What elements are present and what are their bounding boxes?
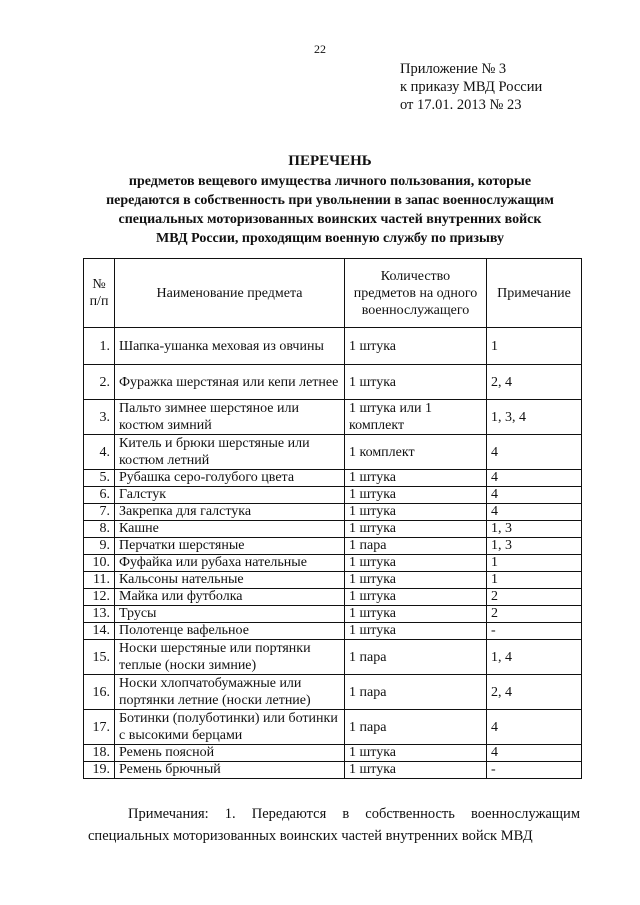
table-row	[84, 623, 582, 640]
row-num: 6.	[84, 487, 115, 504]
table-row	[84, 762, 582, 779]
row-note: -	[487, 762, 582, 779]
row-num: 11.	[84, 572, 115, 589]
row-note: 1, 3, 4	[487, 400, 582, 435]
row-name: Ремень брючный	[115, 762, 345, 779]
row-note: 4	[487, 487, 582, 504]
page-number: 22	[314, 42, 326, 56]
row-qty: 1 комплект	[345, 435, 487, 470]
table-row	[84, 487, 582, 504]
row-num: 19.	[84, 762, 115, 779]
row-num: 9.	[84, 538, 115, 555]
title-line-2: передаются в собственность при увольнении в запас военнослужащим	[106, 193, 554, 208]
row-note: 4	[487, 470, 582, 487]
row-num: 18.	[84, 745, 115, 762]
table-row	[84, 572, 582, 589]
table-row	[84, 538, 582, 555]
row-name: Ботинки (полуботинки) или ботинки с высокими берцами	[115, 710, 345, 745]
row-note: 2	[487, 606, 582, 623]
row-name: Шапка-ушанка меховая из овчины	[115, 328, 345, 365]
notes-paragraph	[88, 803, 580, 847]
row-num: 12.	[84, 589, 115, 606]
row-name: Китель и брюки шерстяные или костюм летний	[115, 435, 345, 470]
table-row	[84, 504, 582, 521]
table-row	[84, 675, 582, 710]
row-num: 13.	[84, 606, 115, 623]
appendix-line-2: к приказу МВД России	[400, 79, 543, 95]
row-num: 4.	[84, 435, 115, 470]
row-name: Ремень поясной	[115, 745, 345, 762]
row-num: 10.	[84, 555, 115, 572]
row-note: 1, 4	[487, 640, 582, 675]
row-name: Пальто зимнее шерстяное или костюм зимний	[115, 400, 345, 435]
table-row	[84, 400, 582, 435]
row-qty: 1 штука	[345, 328, 487, 365]
header-num: № п/п	[84, 259, 115, 328]
row-note: 1	[487, 572, 582, 589]
row-name: Перчатки шерстяные	[115, 538, 345, 555]
table-row	[84, 555, 582, 572]
row-note: 1, 3	[487, 521, 582, 538]
row-qty: 1 штука	[345, 487, 487, 504]
row-note: 1	[487, 328, 582, 365]
row-num: 8.	[84, 521, 115, 538]
appendix-block	[400, 60, 542, 114]
appendix-line-1: Приложение № 3	[400, 61, 507, 77]
row-qty: 1 штука	[345, 589, 487, 606]
row-num: 15.	[84, 640, 115, 675]
title-line-3: специальных моторизованных воинских частей внутренних войск	[118, 212, 542, 227]
row-qty: 1 пара	[345, 675, 487, 710]
row-name: Трусы	[115, 606, 345, 623]
table-row	[84, 435, 582, 470]
table-row	[84, 589, 582, 606]
row-qty: 1 штука	[345, 762, 487, 779]
row-qty: 1 пара	[345, 710, 487, 745]
row-qty: 1 штука или 1 комплект	[345, 400, 487, 435]
row-qty: 1 пара	[345, 640, 487, 675]
row-name: Рубашка серо-голубого цвета	[115, 470, 345, 487]
row-qty: 1 штука	[345, 623, 487, 640]
row-note: 2, 4	[487, 365, 582, 400]
header-name: Наименование предмета	[115, 259, 345, 328]
notes-line-1: Примечания: 1. Передаются в собственность военнослужащим	[128, 806, 580, 822]
row-note: 2, 4	[487, 675, 582, 710]
row-note: 2	[487, 589, 582, 606]
row-num: 14.	[84, 623, 115, 640]
row-name: Закрепка для галстука	[115, 504, 345, 521]
row-note: 4	[487, 745, 582, 762]
table-row	[84, 606, 582, 623]
row-name: Носки шерстяные или портянки теплые (носки зимние)	[115, 640, 345, 675]
appendix-line-3: от 17.01. 2013 № 23	[400, 97, 522, 113]
table-header-row	[84, 259, 582, 328]
row-note: 1, 3	[487, 538, 582, 555]
row-qty: 1 штука	[345, 521, 487, 538]
row-note: 4	[487, 435, 582, 470]
title-line-4: МВД России, проходящим военную службу по призыву	[155, 231, 504, 246]
row-note: 4	[487, 504, 582, 521]
row-name: Фуфайка или рубаха нательные	[115, 555, 345, 572]
header-qty: Количество предметов на одного военнослужащего	[345, 259, 487, 328]
row-num: 3.	[84, 400, 115, 435]
table-row	[84, 710, 582, 745]
items-table	[83, 258, 582, 779]
row-qty: 1 штука	[345, 572, 487, 589]
row-note: 4	[487, 710, 582, 745]
header-note: Примечание	[487, 259, 582, 328]
row-note: 1	[487, 555, 582, 572]
row-qty: 1 штука	[345, 555, 487, 572]
row-name: Фуражка шерстяная или кепи летнее	[115, 365, 345, 400]
row-qty: 1 штука	[345, 365, 487, 400]
row-name: Кальсоны нательные	[115, 572, 345, 589]
notes-line-2: специальных моторизованных воинских частей внутренних войск МВД	[88, 828, 533, 844]
row-name: Носки хлопчатобумажные или портянки летние (носки летние)	[115, 675, 345, 710]
table-row	[84, 745, 582, 762]
row-name: Полотенце вафельное	[115, 623, 345, 640]
title-heading: ПЕРЕЧЕНЬ	[288, 153, 372, 169]
row-qty: 1 штука	[345, 745, 487, 762]
table-row	[84, 640, 582, 675]
row-qty: 1 штука	[345, 504, 487, 521]
row-name: Галстук	[115, 487, 345, 504]
row-num: 2.	[84, 365, 115, 400]
table-row	[84, 470, 582, 487]
row-num: 17.	[84, 710, 115, 745]
row-num: 7.	[84, 504, 115, 521]
row-name: Кашне	[115, 521, 345, 538]
table-row	[84, 365, 582, 400]
row-qty: 1 штука	[345, 470, 487, 487]
row-qty: 1 штука	[345, 606, 487, 623]
title-line-1: предметов вещевого имущества личного пользования, которые	[128, 174, 532, 189]
table-row	[84, 328, 582, 365]
table-row	[84, 521, 582, 538]
row-num: 5.	[84, 470, 115, 487]
row-note: -	[487, 623, 582, 640]
document-title	[60, 152, 600, 248]
row-num: 16.	[84, 675, 115, 710]
row-qty: 1 пара	[345, 538, 487, 555]
row-name: Майка или футболка	[115, 589, 345, 606]
row-num: 1.	[84, 328, 115, 365]
